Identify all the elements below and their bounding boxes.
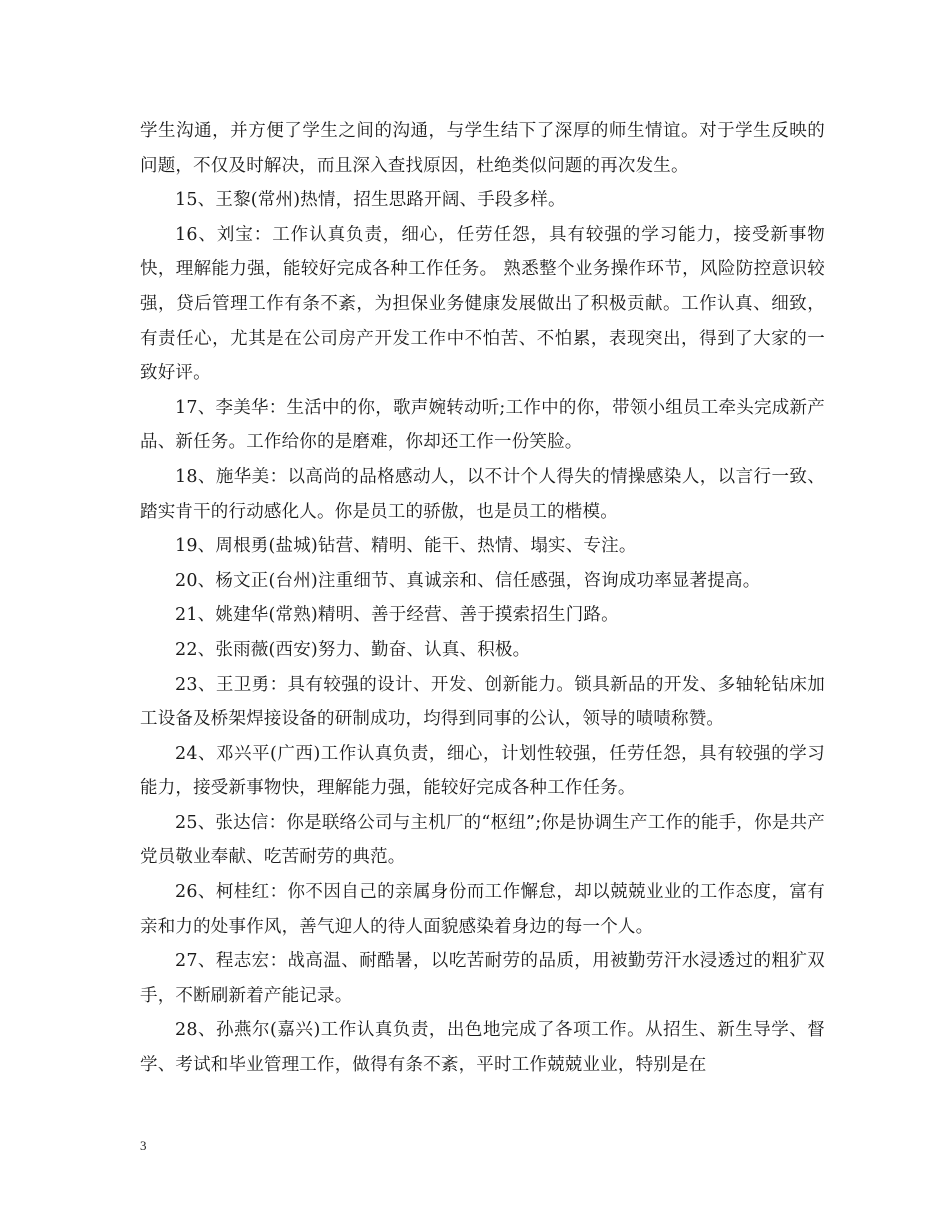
paragraph: 22、张雨薇(西安)努力、勤奋、认真、积极。: [175, 639, 531, 660]
document-body: [140, 114, 825, 1083]
paragraph: 20、杨文正(台州)注重细节、真诚亲和、信任感强，咨询成功率显著提高。: [175, 570, 761, 591]
paragraph: 学生沟通，并方便了学生之间的沟通，与学生结下了深厚的师生情谊。对于学生反映的问题，不仅及时解决，而且深入查找原因，杜绝类似问题的再次发生。: [140, 121, 825, 176]
paragraph: 16、刘宝：工作认真负责，细心，任劳任怨，具有较强的学习能力，接受新事物快，理解能力强，能较好完成各种工作任务。 熟悉整个业务操作环节，风险防控意识较强，贷后管理工作有条不紊，为担保业务健康发展做出了积极贡献。工作认真、细致，有责任心，尤其是在公司房产开发工作中不怕苦、不怕累，表现突出，得到了大家的一致好评。: [140, 224, 825, 384]
paragraph: 18、施华美：以高尚的品格感动人，以不计个人得失的情操感染人，以言行一致、踏实肯干的行动感化人。你是员工的骄傲，也是员工的楷模。: [140, 466, 825, 522]
paragraph: 28、孙燕尔(嘉兴)工作认真负责，出色地完成了各项工作。从招生、新生导学、督学、考试和毕业管理工作，做得有条不紊，平时工作兢兢业业，特别是在: [140, 1020, 825, 1076]
paragraph: 24、邓兴平(广西)工作认真负责，细心，计划性较强，任劳任怨，具有较强的学习能力，接受新事物快，理解能力强，能较好完成各种工作任务。: [140, 743, 825, 799]
paragraph: 26、柯桂红：你不因自己的亲属身份而工作懈怠，却以兢兢业业的工作态度，富有亲和力的处事作风，善气迎人的待人面貌感染着身边的每一个人。: [140, 882, 825, 937]
paragraph: 23、王卫勇：具有较强的设计、开发、创新能力。锁具新品的开发、多轴轮钻床加工设备及桥架焊接设备的研制成功，均得到同事的公认，领导的啧啧称赞。: [140, 674, 825, 730]
paragraph: 17、李美华：生活中的你，歌声婉转动听;工作中的你，带领小组员工牵头完成新产品、新任务。工作给你的是磨难，你却还工作一份笑脸。: [140, 397, 825, 453]
paragraph: 25、张达信：你是联络公司与主机厂的“枢纽”;你是协调生产工作的能手，你是共产党员敬业奉献、吃苦耐劳的典范。: [140, 812, 825, 868]
paragraph: 21、姚建华(常熟)精明、善于经营、善于摸索招生门路。: [175, 605, 619, 626]
paragraph: 19、周根勇(盐城)钻营、精明、能干、热情、塌实、专注。: [175, 536, 637, 557]
paragraph: 15、王黎(常州)热情，招生思路开阔、手段多样。: [175, 190, 566, 211]
paragraph: 27、程志宏：战高温、耐酷暑，以吃苦耐劳的品质，用被勤劳汗水浸透过的粗犷双手，不断刷新着产能记录。: [140, 951, 825, 1006]
page-number: 3: [140, 1138, 147, 1153]
